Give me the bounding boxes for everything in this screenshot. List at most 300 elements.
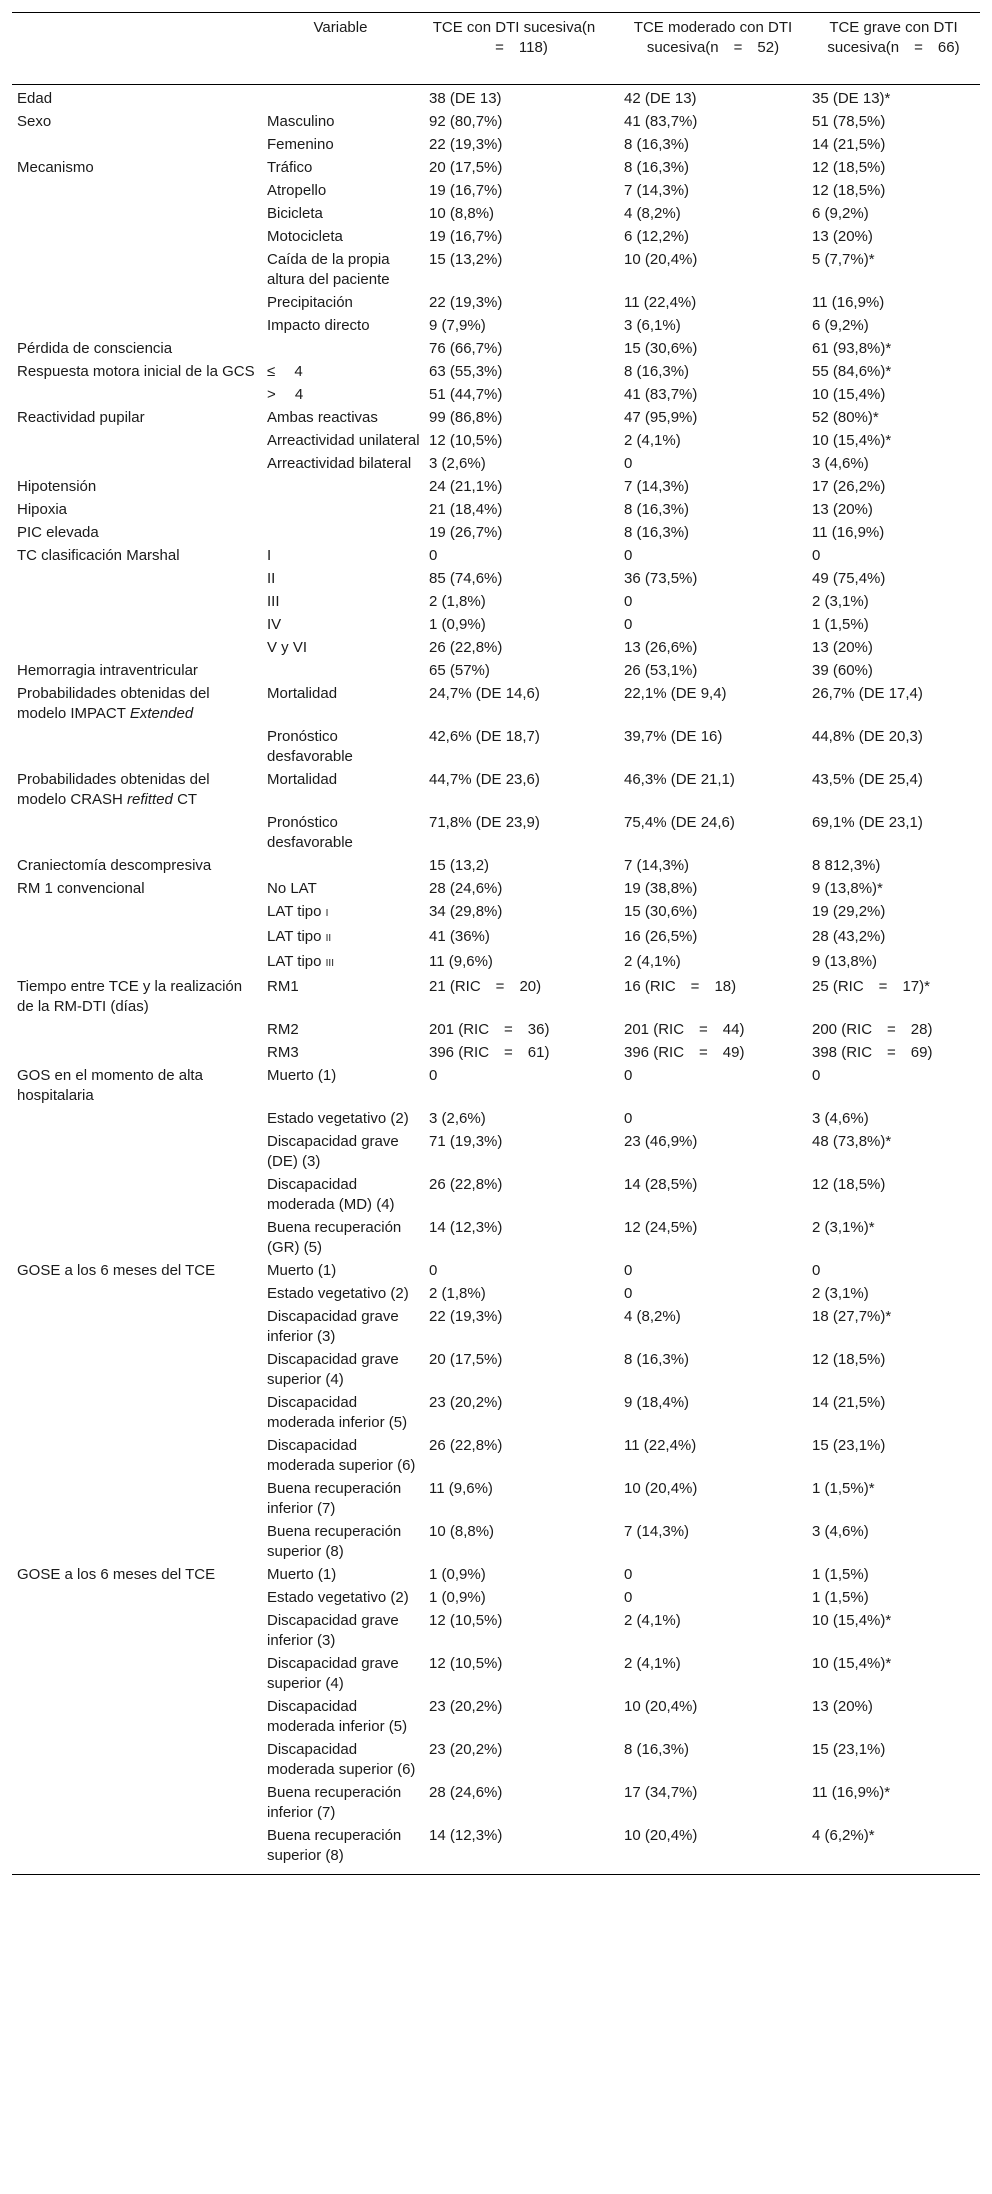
- cell-tce-dti: 42,6% (DE 18,7): [429, 728, 540, 745]
- cell-variable: PIC elevada: [17, 524, 99, 541]
- table-row: [12, 951, 980, 976]
- cell-tce-moderado: 0: [624, 1566, 633, 1583]
- cell-variable: [12, 1174, 262, 1217]
- header-col-tce-moderado: TCE moderado con DTI sucesiva(n = 52): [633, 19, 793, 56]
- cell-tce-grave: 200 (RIC = 28): [812, 1021, 933, 1038]
- table-row: [12, 249, 980, 292]
- cell-variable: [12, 1108, 262, 1131]
- cell-category: Pronóstico desfavorable: [267, 814, 353, 851]
- table-row: [12, 1782, 980, 1825]
- cell-variable: GOS en el momento de alta hospitalaria: [17, 1067, 203, 1104]
- cell-tce-moderado: 2 (4,1%): [624, 432, 681, 449]
- cell-tce-grave: 13 (20%): [812, 639, 873, 656]
- cell-tce-dti: 11 (9,6%): [429, 953, 493, 970]
- cell-tce-grave: 11 (16,9%): [812, 294, 885, 311]
- cell-variable: [12, 1217, 262, 1260]
- cell-variable: [12, 568, 262, 591]
- cell-category: [262, 660, 424, 683]
- cell-tce-moderado: 42 (DE 13): [624, 90, 697, 107]
- table-row: [12, 926, 980, 951]
- cell-category: Muerto (1): [267, 1262, 337, 1279]
- cell-category: [262, 476, 424, 499]
- cell-tce-moderado: 23 (46,9%): [624, 1133, 698, 1150]
- cell-tce-moderado: 22,1% (DE 9,4): [624, 685, 727, 702]
- cell-tce-dti: 26 (22,8%): [429, 639, 503, 656]
- table-row: [12, 1131, 980, 1174]
- cell-tce-moderado: 8 (16,3%): [624, 1351, 690, 1368]
- cell-variable: [12, 614, 262, 637]
- cell-category: [262, 499, 424, 522]
- cell-variable: Respuesta motora inicial de la GCS: [17, 363, 255, 380]
- cell-category: LAT tipo II: [267, 928, 332, 945]
- header-empty: [12, 13, 262, 85]
- table-row: [12, 545, 980, 568]
- cell-tce-moderado: 0: [624, 455, 633, 472]
- cell-tce-moderado: 6 (12,2%): [624, 228, 690, 245]
- header-variable: Variable: [313, 19, 368, 36]
- cell-tce-moderado: 8 (16,3%): [624, 524, 690, 541]
- small-caps-suffix: I: [325, 908, 329, 919]
- cell-variable: [12, 1653, 262, 1696]
- table-row: [12, 1174, 980, 1217]
- cell-tce-moderado: 0: [624, 1110, 633, 1127]
- cell-tce-moderado: 2 (4,1%): [624, 1612, 681, 1629]
- cell-category: Estado vegetativo (2): [267, 1589, 409, 1606]
- cell-tce-grave: 17 (26,2%): [812, 478, 886, 495]
- cell-tce-dti: 22 (19,3%): [429, 294, 503, 311]
- cell-category: Estado vegetativo (2): [267, 1110, 409, 1127]
- table-row: [12, 1042, 980, 1065]
- cell-tce-dti: 28 (24,6%): [429, 1784, 503, 1801]
- cell-tce-grave: 2 (3,1%)*: [812, 1219, 875, 1236]
- cell-category: No LAT: [267, 880, 317, 897]
- table-row: [12, 1392, 980, 1435]
- cell-tce-grave: 13 (20%): [812, 228, 873, 245]
- cell-tce-moderado: 15 (30,6%): [624, 903, 698, 920]
- cell-tce-grave: 15 (23,1%): [812, 1437, 886, 1454]
- cell-tce-moderado: 75,4% (DE 24,6): [624, 814, 735, 831]
- table-row: [12, 157, 980, 180]
- cell-category: [262, 522, 424, 545]
- cell-tce-dti: 0: [429, 1262, 438, 1279]
- cell-category: Arreactividad bilateral: [267, 455, 412, 472]
- table-row: [12, 226, 980, 249]
- cell-tce-dti: 21 (18,4%): [429, 501, 503, 518]
- cell-category: Discapacidad moderada inferior (5): [267, 1698, 408, 1735]
- table-row: [12, 1435, 980, 1478]
- cell-tce-dti: 0: [429, 547, 438, 564]
- cell-tce-moderado: 11 (22,4%): [624, 1437, 697, 1454]
- cell-variable: [12, 226, 262, 249]
- cell-tce-moderado: 2 (4,1%): [624, 953, 681, 970]
- cell-tce-grave: 4 (6,2%)*: [812, 1827, 875, 1844]
- cell-tce-grave: 12 (18,5%): [812, 182, 886, 199]
- cell-category: Discapacidad grave superior (4): [267, 1655, 399, 1692]
- cell-variable: [12, 591, 262, 614]
- cell-tce-grave: 1 (1,5%): [812, 1589, 869, 1606]
- cell-category: Discapacidad grave superior (4): [267, 1351, 399, 1388]
- table-row: [12, 1739, 980, 1782]
- cell-tce-dti: 11 (9,6%): [429, 1480, 493, 1497]
- cell-tce-moderado: 8 (16,3%): [624, 1741, 690, 1758]
- cell-tce-grave: 8 812,3%): [812, 857, 881, 874]
- cell-variable: [12, 1478, 262, 1521]
- cell-tce-dti: 85 (74,6%): [429, 570, 503, 587]
- cell-variable: Hemorragia intraventricular: [17, 662, 198, 679]
- cell-tce-dti: 19 (16,7%): [429, 182, 503, 199]
- cell-tce-dti: 15 (13,2): [429, 857, 490, 874]
- cell-tce-moderado: 16 (26,5%): [624, 928, 698, 945]
- cell-variable: [12, 249, 262, 292]
- cell-tce-grave: 10 (15,4%): [812, 386, 886, 403]
- cell-tce-dti: 0: [429, 1067, 438, 1084]
- cell-variable: [12, 1782, 262, 1825]
- cell-tce-grave: 39 (60%): [812, 662, 873, 679]
- cell-tce-grave: 5 (7,7%)*: [812, 251, 875, 268]
- cell-variable: [12, 1042, 262, 1065]
- cell-tce-moderado: 7 (14,3%): [624, 857, 690, 874]
- cell-category: Discapacidad grave inferior (3): [267, 1612, 399, 1649]
- cell-tce-grave: 55 (84,6%)*: [812, 363, 892, 380]
- cell-variable: GOSE a los 6 meses del TCE: [17, 1262, 216, 1279]
- cell-tce-dti: 20 (17,5%): [429, 159, 503, 176]
- table-row: [12, 453, 980, 476]
- italic-suffix: Extended: [129, 705, 194, 722]
- cell-variable: Pérdida de consciencia: [17, 340, 173, 357]
- cell-variable: [12, 1131, 262, 1174]
- table-row: [12, 361, 980, 384]
- cell-tce-moderado: 4 (8,2%): [624, 205, 681, 222]
- cell-category: Muerto (1): [267, 1067, 337, 1084]
- cell-variable: [12, 292, 262, 315]
- table-row: [12, 1696, 980, 1739]
- cell-tce-grave: 69,1% (DE 23,1): [812, 814, 923, 831]
- table-body: [12, 85, 980, 1875]
- cell-tce-grave: 49 (75,4%): [812, 570, 886, 587]
- cell-category: Discapacidad moderada superior (6): [267, 1437, 416, 1474]
- cell-tce-moderado: 47 (95,9%): [624, 409, 698, 426]
- cell-tce-moderado: 2 (4,1%): [624, 1655, 681, 1672]
- cell-variable: Tiempo entre TCE y la realización de la RM-DTI (días): [17, 978, 243, 1015]
- cell-category: IV: [267, 616, 282, 633]
- table-row: [12, 855, 980, 878]
- cell-category: Muerto (1): [267, 1566, 337, 1583]
- cell-variable: [12, 1610, 262, 1653]
- cell-tce-dti: 201 (RIC = 36): [429, 1021, 550, 1038]
- table-header: [12, 13, 980, 85]
- cell-category: Caída de la propia altura del paciente: [267, 251, 390, 288]
- cell-category: Impacto directo: [267, 317, 370, 334]
- cell-category: Motocicleta: [267, 228, 343, 245]
- cell-variable: Mecanismo: [17, 159, 94, 176]
- cell-category: Femenino: [267, 136, 334, 153]
- cell-tce-grave: 13 (20%): [812, 1698, 873, 1715]
- table-row: [12, 1260, 980, 1283]
- cell-tce-moderado: 7 (14,3%): [624, 182, 690, 199]
- header-row: [12, 13, 980, 85]
- cell-tce-grave: 398 (RIC = 69): [812, 1044, 933, 1061]
- cell-tce-dti: 12 (10,5%): [429, 1655, 503, 1672]
- cell-category: Buena recuperación superior (8): [267, 1827, 402, 1864]
- cell-tce-grave: 9 (13,8%)*: [812, 880, 883, 897]
- cell-category: Atropello: [267, 182, 327, 199]
- cell-variable: GOSE a los 6 meses del TCE: [17, 1566, 216, 1583]
- table-row: [12, 812, 980, 855]
- cell-tce-moderado: 46,3% (DE 21,1): [624, 771, 735, 788]
- table-row: [12, 430, 980, 453]
- cell-tce-grave: 11 (16,9%)*: [812, 1784, 891, 1801]
- italic-suffix: refitted: [127, 791, 173, 808]
- cell-tce-grave: 0: [812, 547, 821, 564]
- cell-tce-dti: 2 (1,8%): [429, 593, 486, 610]
- cell-tce-moderado: 17 (34,7%): [624, 1784, 698, 1801]
- cell-tce-moderado: 10 (20,4%): [624, 1480, 698, 1497]
- cell-tce-dti: 76 (66,7%): [429, 340, 503, 357]
- table-row: [12, 726, 980, 769]
- table-row: [12, 338, 980, 361]
- cell-tce-dti: 65 (57%): [429, 662, 490, 679]
- cell-category: V y VI: [267, 639, 308, 656]
- cell-category: Discapacidad moderada superior (6): [267, 1741, 416, 1778]
- table-row: [12, 1108, 980, 1131]
- cell-category: Ambas reactivas: [267, 409, 378, 426]
- table-row: [12, 111, 980, 134]
- cell-category: Masculino: [267, 113, 335, 130]
- cell-tce-dti: 10 (8,8%): [429, 205, 495, 222]
- cell-tce-dti: 63 (55,3%): [429, 363, 503, 380]
- header-col-tce-dti: TCE con DTI sucesiva(n = 118): [432, 19, 611, 56]
- cell-category: Tráfico: [267, 159, 313, 176]
- cell-variable: RM 1 convencional: [17, 880, 145, 897]
- cell-category: I: [267, 547, 272, 564]
- cell-tce-dti: 71 (19,3%): [429, 1133, 503, 1150]
- cell-variable: [12, 1349, 262, 1392]
- cell-tce-grave: 10 (15,4%)*: [812, 1612, 892, 1629]
- cell-tce-grave: 14 (21,5%): [812, 1394, 886, 1411]
- cell-tce-grave: 0: [812, 1262, 821, 1279]
- table-row: [12, 660, 980, 683]
- cell-variable: [12, 180, 262, 203]
- cell-category: Mortalidad: [267, 771, 338, 788]
- cell-tce-dti: 23 (20,2%): [429, 1741, 503, 1758]
- cell-tce-dti: 51 (44,7%): [429, 386, 503, 403]
- cell-category: Buena recuperación inferior (7): [267, 1784, 402, 1821]
- cell-tce-grave: 26,7% (DE 17,4): [812, 685, 923, 702]
- cell-category: RM2: [267, 1021, 299, 1038]
- cell-tce-moderado: 14 (28,5%): [624, 1176, 698, 1193]
- cell-tce-grave: 15 (23,1%): [812, 1741, 886, 1758]
- cell-variable: [12, 726, 262, 769]
- cell-tce-dti: 19 (26,7%): [429, 524, 503, 541]
- cell-category: II: [267, 570, 276, 587]
- cell-tce-dti: 71,8% (DE 23,9): [429, 814, 540, 831]
- data-table: [12, 12, 980, 1875]
- table-row: [12, 180, 980, 203]
- cell-tce-moderado: 396 (RIC = 49): [624, 1044, 745, 1061]
- cell-tce-grave: 12 (18,5%): [812, 1351, 886, 1368]
- cell-tce-grave: 10 (15,4%)*: [812, 1655, 892, 1672]
- table-row: [12, 203, 980, 226]
- cell-tce-dti: 1 (0,9%): [429, 1566, 486, 1583]
- table-row: [12, 568, 980, 591]
- cell-tce-moderado: 7 (14,3%): [624, 478, 690, 495]
- cell-tce-grave: 52 (80%)*: [812, 409, 879, 426]
- cell-category: III: [267, 593, 280, 610]
- cell-variable: [12, 1696, 262, 1739]
- cell-variable: [12, 1435, 262, 1478]
- cell-tce-grave: 2 (3,1%): [812, 1285, 869, 1302]
- cell-tce-grave: 11 (16,9%): [812, 524, 885, 541]
- cell-tce-grave: 18 (27,7%)*: [812, 1308, 892, 1325]
- cell-tce-moderado: 0: [624, 1285, 633, 1302]
- cell-tce-grave: 1 (1,5%)*: [812, 1480, 875, 1497]
- table-row: [12, 522, 980, 545]
- cell-category: Discapacidad moderada inferior (5): [267, 1394, 408, 1431]
- table-row: [12, 1019, 980, 1042]
- cell-tce-dti: 23 (20,2%): [429, 1698, 503, 1715]
- cell-category: RM3: [267, 1044, 299, 1061]
- cell-tce-dti: 38 (DE 13): [429, 90, 502, 107]
- cell-tce-grave: 12 (18,5%): [812, 159, 886, 176]
- cell-variable: [12, 134, 262, 157]
- cell-tce-dti: 44,7% (DE 23,6): [429, 771, 540, 788]
- cell-category: Estado vegetativo (2): [267, 1285, 409, 1302]
- cell-category: Discapacidad moderada (MD) (4): [267, 1176, 395, 1213]
- cell-tce-grave: 43,5% (DE 25,4): [812, 771, 923, 788]
- cell-tce-grave: 25 (RIC = 17)*: [812, 978, 930, 995]
- cell-variable: Probabilidades obtenidas del modelo IMPACT Extended: [17, 685, 210, 722]
- cell-category: Buena recuperación (GR) (5): [267, 1219, 402, 1256]
- cell-variable: [12, 812, 262, 855]
- table-row: [12, 591, 980, 614]
- cell-tce-grave: 61 (93,8%)*: [812, 340, 892, 357]
- cell-category: Bicicleta: [267, 205, 323, 222]
- cell-tce-moderado: 11 (22,4%): [624, 294, 697, 311]
- cell-category: Mortalidad: [267, 685, 338, 702]
- cell-variable: Hipotensión: [17, 478, 97, 495]
- cell-variable: [12, 1739, 262, 1782]
- table-row: [12, 384, 980, 407]
- cell-tce-dti: 2 (1,8%): [429, 1285, 486, 1302]
- cell-variable: [12, 1392, 262, 1435]
- cell-tce-dti: 24,7% (DE 14,6): [429, 685, 540, 702]
- cell-category: RM1: [267, 978, 299, 995]
- cell-tce-moderado: 19 (38,8%): [624, 880, 698, 897]
- cell-category: [262, 338, 424, 361]
- cell-category: Discapacidad grave (DE) (3): [267, 1133, 399, 1170]
- cell-variable: [12, 1587, 262, 1610]
- cell-tce-moderado: 41 (83,7%): [624, 386, 698, 403]
- cell-tce-moderado: 13 (26,6%): [624, 639, 698, 656]
- cell-tce-dti: 3 (2,6%): [429, 1110, 486, 1127]
- cell-tce-moderado: 0: [624, 1589, 633, 1606]
- cell-variable: [12, 951, 262, 976]
- cell-tce-dti: 14 (12,3%): [429, 1827, 503, 1844]
- cell-tce-moderado: 4 (8,2%): [624, 1308, 681, 1325]
- cell-variable: Probabilidades obtenidas del modelo CRASH refitted CT: [17, 771, 210, 808]
- table-row: [12, 85, 980, 112]
- table-row: [12, 1587, 980, 1610]
- cell-tce-dti: 22 (19,3%): [429, 1308, 503, 1325]
- cell-tce-moderado: 10 (20,4%): [624, 1698, 698, 1715]
- cell-variable: [12, 384, 262, 407]
- cell-variable: Edad: [17, 90, 53, 107]
- table-row: [12, 1349, 980, 1392]
- cell-variable: [12, 637, 262, 660]
- cell-tce-moderado: 201 (RIC = 44): [624, 1021, 745, 1038]
- table-row: [12, 1478, 980, 1521]
- cell-tce-grave: 44,8% (DE 20,3): [812, 728, 923, 745]
- cell-variable: Hipoxia: [17, 501, 68, 518]
- header-col-tce-grave: TCE grave con DTI sucesiva(n = 66): [827, 19, 960, 56]
- cell-tce-dti: 1 (0,9%): [429, 616, 486, 633]
- cell-category: [262, 85, 424, 112]
- cell-tce-moderado: 0: [624, 616, 633, 633]
- cell-tce-moderado: 8 (16,3%): [624, 159, 690, 176]
- cell-variable: [12, 203, 262, 226]
- cell-category: Discapacidad grave inferior (3): [267, 1308, 399, 1345]
- cell-variable: [12, 315, 262, 338]
- cell-tce-dti: 26 (22,8%): [429, 1437, 503, 1454]
- cell-tce-dti: 34 (29,8%): [429, 903, 503, 920]
- table-row: [12, 901, 980, 926]
- cell-category: LAT tipo III: [267, 953, 334, 970]
- cell-tce-dti: 12 (10,5%): [429, 432, 503, 449]
- table-row: [12, 476, 980, 499]
- cell-tce-grave: 6 (9,2%): [812, 317, 869, 334]
- cell-tce-grave: 1 (1,5%): [812, 616, 869, 633]
- cell-tce-grave: 2 (3,1%): [812, 593, 869, 610]
- cell-tce-moderado: 12 (24,5%): [624, 1219, 698, 1236]
- cell-variable: [12, 1283, 262, 1306]
- table-row: [12, 407, 980, 430]
- cell-tce-moderado: 7 (14,3%): [624, 1523, 690, 1540]
- table-row: [12, 1283, 980, 1306]
- cell-tce-grave: 3 (4,6%): [812, 1110, 869, 1127]
- cell-tce-moderado: 8 (16,3%): [624, 501, 690, 518]
- cell-tce-grave: 48 (73,8%)*: [812, 1133, 892, 1150]
- cell-tce-dti: 21 (RIC = 20): [429, 978, 542, 995]
- cell-variable: [12, 1825, 262, 1875]
- table-row: [12, 1217, 980, 1260]
- cell-tce-moderado: 0: [624, 1262, 633, 1279]
- cell-tce-moderado: 0: [624, 547, 633, 564]
- cell-tce-moderado: 15 (30,6%): [624, 340, 698, 357]
- cell-tce-dti: 26 (22,8%): [429, 1176, 503, 1193]
- cell-variable: [12, 430, 262, 453]
- table-row: [12, 1065, 980, 1108]
- table-row: [12, 1306, 980, 1349]
- cell-variable: [12, 1306, 262, 1349]
- cell-tce-dti: 3 (2,6%): [429, 455, 486, 472]
- table-row: [12, 637, 980, 660]
- cell-tce-moderado: 10 (20,4%): [624, 251, 698, 268]
- cell-tce-moderado: 8 (16,3%): [624, 363, 690, 380]
- cell-category: [262, 855, 424, 878]
- cell-tce-dti: 15 (13,2%): [429, 251, 503, 268]
- cell-tce-dti: 20 (17,5%): [429, 1351, 503, 1368]
- cell-tce-dti: 396 (RIC = 61): [429, 1044, 550, 1061]
- cell-tce-dti: 1 (0,9%): [429, 1589, 486, 1606]
- cell-category: Precipitación: [267, 294, 353, 311]
- cell-category: Buena recuperación superior (8): [267, 1523, 402, 1560]
- cell-tce-dti: 92 (80,7%): [429, 113, 503, 130]
- table-row: [12, 315, 980, 338]
- cell-tce-grave: 12 (18,5%): [812, 1176, 886, 1193]
- table-row: [12, 1653, 980, 1696]
- cell-variable: TC clasificación Marshal: [17, 547, 180, 564]
- cell-tce-grave: 51 (78,5%): [812, 113, 886, 130]
